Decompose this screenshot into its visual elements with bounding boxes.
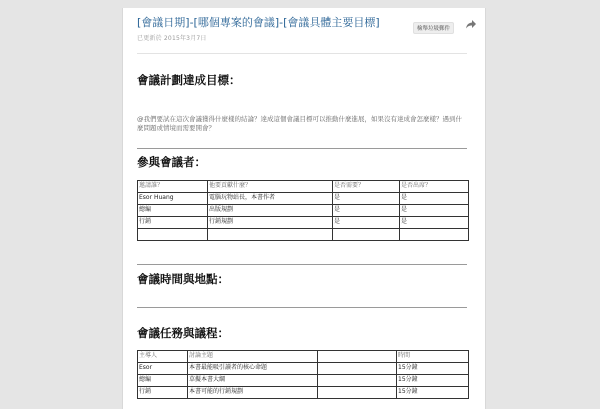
table-cell: 電腦玩物站長，本書作者 [208,193,333,205]
table-cell: 15分鐘 [397,387,469,399]
table-cell: 行銷 [138,217,208,229]
table-cell: 出版規劃 [208,205,333,217]
table-cell: 草擬本書大綱 [188,375,318,387]
table-cell: 行銷 [138,387,188,399]
goal-heading: 會議計劃達成目標： [137,73,241,87]
table-row [138,217,469,229]
table-cell [400,229,469,241]
table-cell: Esor [138,363,188,375]
table-header-row [138,181,469,193]
table-header-cell: 邀請誰？ [138,181,208,193]
table-row [138,375,469,387]
goal-description: @我們要試在這次會議獲得什麼樣的結論？達成這個會議目標可以推動什麼進展，如果沒有達成會怎麼樣？遇到什麼問題或情境而需要開會？ [137,115,462,132]
section-divider [137,264,467,265]
table-cell: 是 [333,205,400,217]
table-cell [138,229,208,241]
table-row [138,363,469,375]
table-cell [318,375,397,387]
table-cell: 是 [333,217,400,229]
table-cell [208,229,333,241]
header-divider [137,53,467,54]
table-cell: 是 [400,205,469,217]
table-cell: Esor Huang [138,193,208,205]
table-header-row [138,351,469,363]
attendees-table [137,180,469,241]
document-title: [會議日期]-[哪個專案的會議]-[會議具體主要目標] [137,16,380,29]
table-row [138,193,469,205]
updated-date: 已更新於 2015年3月7日 [137,35,207,42]
table-cell: 是 [400,193,469,205]
table-header-cell: 主導人 [138,351,188,363]
table-header-cell: 他要貢獻什麼？ [208,181,333,193]
document-page [122,8,486,409]
table-cell: 是 [333,193,400,205]
table-row [138,387,469,399]
agenda-table [137,350,469,399]
section-divider [137,307,467,308]
table-cell: 總編 [138,375,188,387]
table-cell [318,387,397,399]
table-header-cell: 是否需要？ [333,181,400,193]
report-spam-button[interactable]: 檢舉垃圾郵件 [413,22,454,34]
table-cell [318,363,397,375]
agenda-heading: 會議任務與議程： [137,326,229,340]
table-header-cell: 是否出席？ [400,181,469,193]
share-arrow-icon[interactable] [465,18,477,30]
table-cell: 總編 [138,205,208,217]
table-cell: 15分鐘 [397,363,469,375]
table-cell: 行銷規劃 [208,217,333,229]
attendees-heading: 參與會議者： [137,155,206,169]
time-location-heading: 會議時間與地點： [137,272,229,286]
table-header-cell [318,351,397,363]
table-row [138,205,469,217]
table-row [138,229,469,241]
table-cell: 本書最能吸引讀者的核心命題 [188,363,318,375]
table-cell [333,229,400,241]
table-cell: 本書可能的行銷規劃 [188,387,318,399]
table-cell: 是 [400,217,469,229]
section-divider [137,148,467,149]
table-header-cell: 時間 [397,351,469,363]
table-header-cell: 討論主題 [188,351,318,363]
table-cell: 15分鐘 [397,375,469,387]
